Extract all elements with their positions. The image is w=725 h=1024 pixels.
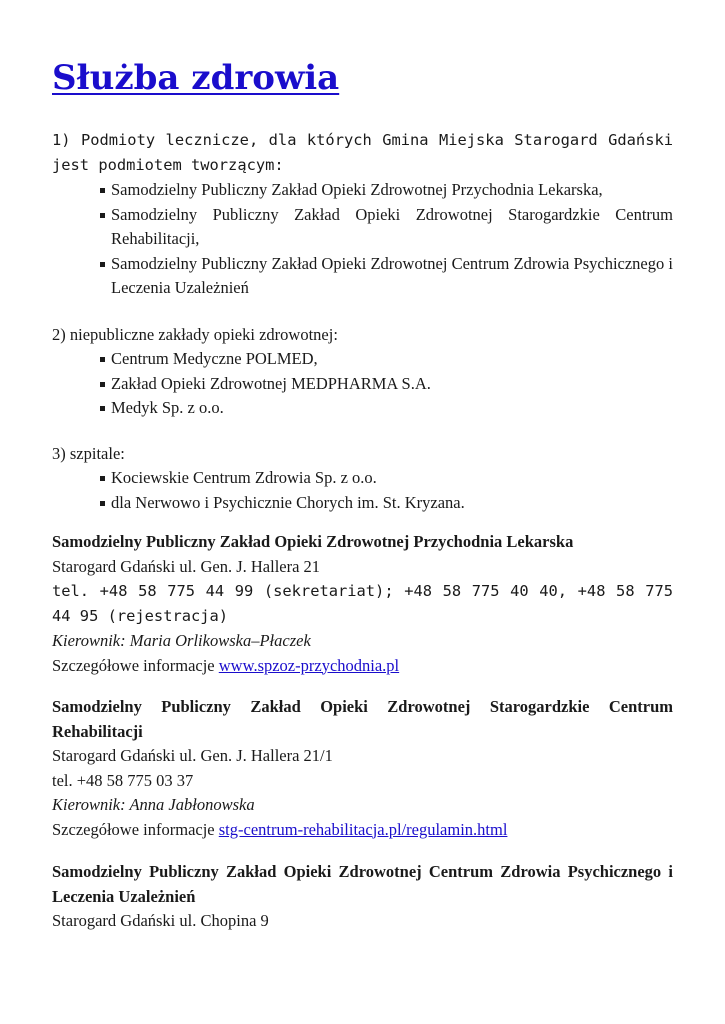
section2-list — [52, 347, 673, 421]
section3-intro: 3) szpitale: — [52, 443, 125, 463]
square-bullet-icon — [100, 382, 105, 387]
facility-address: Starogard Gdański ul. Chopina 9 — [52, 911, 269, 930]
facility-website-link[interactable]: www.spzoz-przychodnia.pl — [218, 655, 400, 675]
square-bullet-icon — [100, 213, 105, 218]
section1-intro: 1) Podmioty lecznicze, dla których Gmina Miejska Starogard Gdański jest podmiotem tworzącym: — [52, 131, 673, 174]
list-item-text: Samodzielny Publiczny Zakład Opieki Zdrowotnej Centrum Zdrowia Psychicznego i Leczenia Uzależnień — [111, 253, 673, 297]
facility-address: Starogard Gdański ul. Gen. J. Hallera 21 — [52, 556, 321, 576]
list-item-text: dla Nerwowo i Psychicznie Chorych im. St. Kryzana. — [111, 492, 465, 512]
page-title-link[interactable]: Służba zdrowia — [52, 58, 340, 98]
list-item — [52, 491, 673, 516]
list-item — [52, 252, 673, 301]
list-item — [52, 396, 673, 421]
list-item — [52, 178, 673, 203]
facility-phone: tel. +48 58 775 44 99 (sekretariat); +48 58 775 40 40, +48 58 775 44 95 (rejestracja) — [52, 582, 673, 625]
square-bullet-icon — [100, 406, 105, 411]
facility-manager: Kierownik: Maria Orlikowska–Płaczek — [52, 631, 311, 650]
facility-website-link[interactable]: stg-centrum-rehabilitacja.pl/regulamin.html — [218, 819, 508, 839]
square-bullet-icon — [100, 188, 105, 193]
facility-block — [52, 860, 673, 934]
facility-info — [52, 818, 673, 843]
facility-address: Starogard Gdański ul. Gen. J. Hallera 21/1 — [52, 746, 333, 765]
facility-manager: Kierownik: Anna Jabłonowska — [52, 795, 255, 814]
square-bullet-icon — [100, 357, 105, 362]
section3-list — [52, 466, 673, 515]
section2-intro: 2) niepubliczne zakłady opieki zdrowotnej: — [52, 324, 338, 344]
list-item-text: Samodzielny Publiczny Zakład Opieki Zdrowotnej Przychodnia Lekarska, — [111, 180, 603, 199]
list-item-text: Zakład Opieki Zdrowotnej MEDPHARMA S.A. — [111, 373, 431, 393]
list-item — [52, 466, 673, 491]
list-item-text: Centrum Medyczne POLMED, — [111, 349, 318, 368]
facility-info — [52, 654, 673, 679]
list-item-text: Samodzielny Publiczny Zakład Opieki Zdrowotnej Starogardzkie Centrum Rehabilitacji, — [111, 204, 673, 248]
square-bullet-icon — [100, 262, 105, 267]
section1-list — [52, 178, 673, 301]
square-bullet-icon — [100, 501, 105, 506]
info-label: Szczegółowe informacje — [52, 819, 219, 839]
list-item — [52, 372, 673, 397]
list-item-text: Kociewskie Centrum Zdrowia Sp. z o.o. — [111, 468, 377, 487]
list-item — [52, 347, 673, 372]
facility-name: Samodzielny Publiczny Zakład Opieki Zdrowotnej Starogardzkie Centrum Rehabilitacji — [52, 697, 673, 741]
list-item-text: Medyk Sp. z o.o. — [111, 398, 224, 417]
facility-name: Samodzielny Publiczny Zakład Opieki Zdrowotnej Centrum Zdrowia Psychicznego i Leczenia Uzależnień — [52, 862, 673, 906]
page-title — [52, 0, 673, 100]
list-item — [52, 203, 673, 252]
square-bullet-icon — [100, 476, 105, 481]
facility-phone: tel. +48 58 775 03 37 — [52, 770, 194, 790]
document-page — [52, 0, 673, 934]
facility-block — [52, 530, 673, 678]
facility-name: Samodzielny Publiczny Zakład Opieki Zdrowotnej Przychodnia Lekarska — [52, 532, 574, 551]
info-label: Szczegółowe informacje — [52, 655, 219, 675]
facility-block — [52, 695, 673, 842]
